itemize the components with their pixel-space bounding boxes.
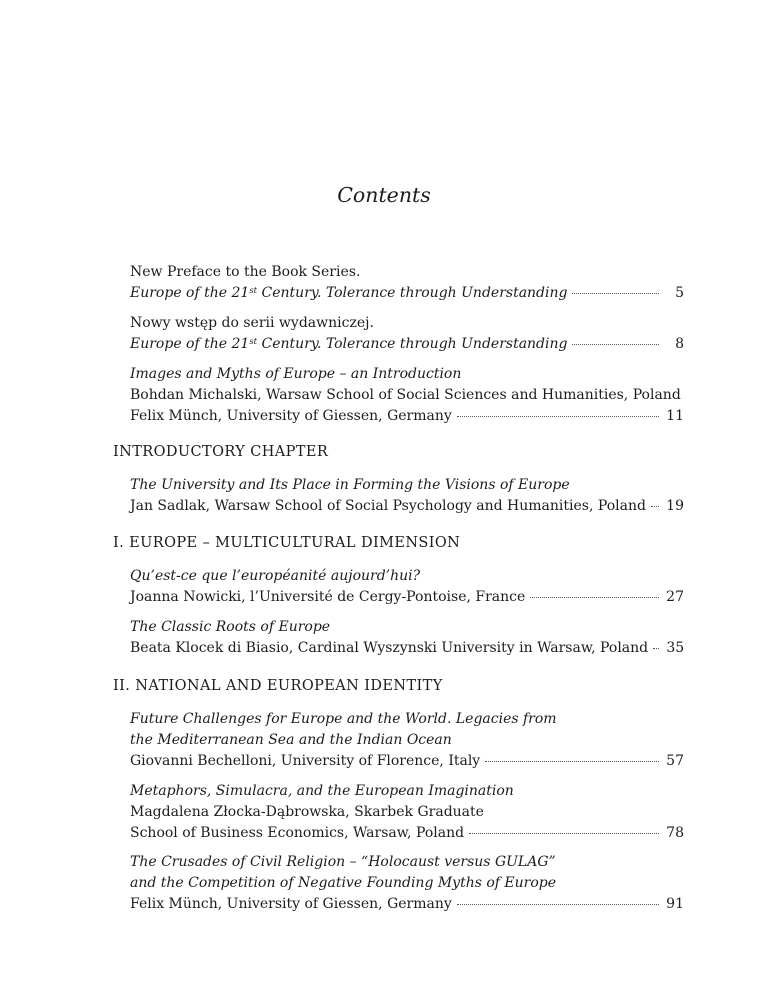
page-number: 57	[666, 753, 684, 769]
text-run: Qu’est-ce que l’européanité aujourd’hui?	[130, 568, 421, 584]
text-run: the Mediterranean Sea and the Indian Ocean	[130, 732, 452, 748]
toc-entry-last-line	[130, 283, 684, 304]
toc-entry-text	[130, 732, 452, 748]
text-run: Beata Klocek di Biasio, Cardinal Wyszynski University in Warsaw, Poland	[130, 640, 649, 656]
toc-entry-text	[130, 406, 452, 427]
toc-entry-last-line	[130, 751, 684, 772]
toc-entry-text	[130, 334, 567, 355]
text-run: Giovanni Bechelloni, University of Florence, Italy	[130, 753, 481, 769]
text-run: Magdalena Złocka-Dąbrowska, Skarbek Graduate	[130, 804, 484, 820]
text-run: Jan Sadlak, Warsaw School of Social Psychology and Humanities, Poland	[130, 498, 646, 514]
page-number: 11	[666, 408, 684, 424]
text-run: Century. Tolerance through Understanding	[257, 336, 568, 352]
toc-entry-last-line	[130, 406, 684, 427]
toc-entry	[130, 364, 684, 427]
superscript: st	[249, 286, 258, 296]
toc-entry-text	[130, 783, 514, 799]
toc-entry-line	[130, 385, 684, 406]
toc-entry-last-line	[130, 638, 684, 659]
toc-entry-line	[130, 364, 684, 385]
toc-entry	[130, 475, 684, 517]
dot-leader	[469, 833, 659, 834]
dot-leader	[572, 293, 659, 294]
text-run: Future Challenges for Europe and the World. Legacies from	[130, 711, 557, 727]
page-number: 78	[666, 825, 684, 841]
toc-entry	[130, 852, 684, 915]
superscript: st	[249, 337, 258, 347]
text-run: Felix Münch, University of Giessen, Germany	[130, 408, 452, 424]
toc-entry-text	[130, 638, 648, 659]
text-run: The Crusades of Civil Religion – “Holocaust versus GULAG”	[130, 854, 556, 870]
dot-leader	[530, 597, 659, 598]
page-title: Contents	[337, 183, 431, 207]
toc-entry-last-line	[130, 334, 684, 355]
toc-entry-text	[130, 264, 360, 280]
dot-leader	[485, 761, 659, 762]
text-run: Joanna Nowicki, l’Université de Cergy-Pontoise, France	[130, 589, 526, 605]
toc-entry	[130, 709, 684, 772]
toc-entry-last-line	[130, 823, 684, 844]
section-heading: INTRODUCTORY CHAPTER	[113, 444, 329, 460]
toc-entry-text	[130, 387, 681, 403]
text-run: Metaphors, Simulacra, and the European Imagination	[130, 783, 514, 799]
toc-entry-text	[130, 711, 557, 727]
text-run: Images and Myths of Europe – an Introduction	[130, 366, 462, 382]
toc-entry-text	[130, 804, 484, 820]
text-run: Europe of the 21	[130, 336, 250, 352]
toc-entry-last-line	[130, 894, 684, 915]
toc-entry-text	[130, 366, 461, 382]
text-run: and the Competition of Negative Founding Myths of Europe	[130, 875, 557, 891]
dot-leader	[457, 416, 659, 417]
toc-entry	[130, 781, 684, 844]
toc-entry-text	[130, 875, 556, 891]
toc-entry-text	[130, 587, 525, 608]
toc-entry	[130, 617, 684, 659]
toc-entry-text	[130, 823, 464, 844]
toc-entry-line	[130, 802, 684, 823]
toc-entry-text	[130, 496, 646, 517]
toc-entry-line	[130, 781, 684, 802]
page-number: 91	[666, 896, 684, 912]
dot-leader	[653, 648, 659, 649]
dot-leader	[651, 506, 659, 507]
toc-entry-line	[130, 617, 684, 638]
text-run: Bohdan Michalski, Warsaw School of Social Sciences and Humanities, Poland	[130, 387, 681, 403]
toc-entry-line	[130, 873, 684, 894]
toc-entry-text	[130, 315, 374, 331]
toc-entry-text	[130, 568, 420, 584]
page-number: 27	[666, 589, 684, 605]
section-heading: II. NATIONAL AND EUROPEAN IDENTITY	[113, 678, 443, 694]
toc-entry	[130, 262, 684, 304]
dot-leader	[572, 344, 659, 345]
toc-entry-last-line	[130, 496, 684, 517]
toc-entry-line	[130, 262, 684, 283]
toc-entry-line	[130, 313, 684, 334]
text-run: School of Business Economics, Warsaw, Poland	[130, 825, 465, 841]
toc-entry	[130, 566, 684, 608]
toc-entry-text	[130, 751, 480, 772]
text-run: New Preface to the Book Series.	[130, 264, 361, 280]
toc-entry-last-line	[130, 587, 684, 608]
toc-entry-line	[130, 709, 684, 730]
toc-entry-line	[130, 566, 684, 587]
toc-entry-line	[130, 852, 684, 873]
page-number: 19	[666, 498, 684, 514]
toc-entry-text	[130, 854, 556, 870]
toc-entry-line	[130, 730, 684, 751]
text-run: Nowy wstęp do serii wydawniczej.	[130, 315, 374, 331]
toc-entry	[130, 313, 684, 355]
text-run: Century. Tolerance through Understanding	[257, 285, 568, 301]
toc-entry-text	[130, 477, 570, 493]
text-run: The University and Its Place in Forming the Visions of Europe	[130, 477, 570, 493]
page-number: 5	[675, 285, 684, 301]
text-run: Europe of the 21	[130, 285, 250, 301]
section-heading: I. EUROPE – MULTICULTURAL DIMENSION	[113, 535, 461, 551]
text-run: Felix Münch, University of Giessen, Germany	[130, 896, 452, 912]
dot-leader	[457, 904, 659, 905]
toc-entry-line	[130, 475, 684, 496]
toc-entry-text	[130, 283, 567, 304]
page-number: 35	[666, 640, 685, 656]
toc-entry-text	[130, 619, 330, 635]
text-run: The Classic Roots of Europe	[130, 619, 331, 635]
page-number: 8	[675, 336, 684, 352]
toc-entry-text	[130, 894, 452, 915]
